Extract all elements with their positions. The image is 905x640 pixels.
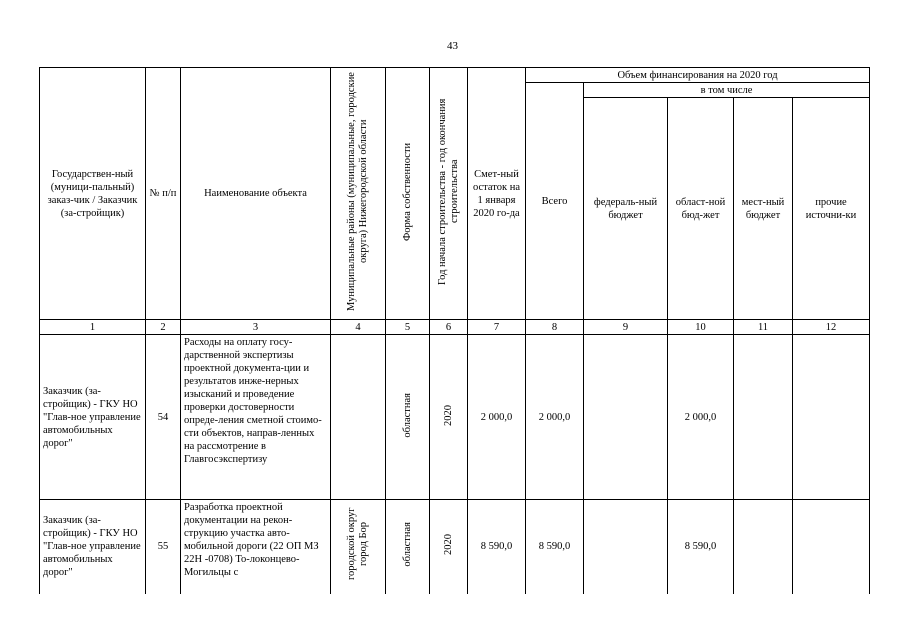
row-ownership bbox=[386, 500, 430, 594]
row-year-text: 2020 bbox=[442, 404, 454, 426]
row-other bbox=[793, 500, 870, 594]
row-district-text: городской округ город Бор bbox=[346, 507, 369, 581]
row-year-text: 2020 bbox=[442, 534, 454, 556]
header-districts bbox=[331, 68, 386, 320]
row-no: 55 bbox=[146, 500, 181, 594]
row-year bbox=[430, 500, 468, 594]
column-number: 2 bbox=[146, 320, 181, 335]
column-number-row bbox=[40, 320, 870, 335]
column-number: 7 bbox=[468, 320, 526, 335]
row-ownership bbox=[386, 335, 430, 500]
header-funding: Объем финансирования на 2020 год bbox=[526, 68, 870, 83]
row-ownership-text: областная bbox=[401, 522, 413, 568]
row-local bbox=[734, 335, 793, 500]
header-districts-text: Муниципальные районы (муниципальные, городские округа) Нижегородской области bbox=[346, 72, 369, 311]
header-including: в том числе bbox=[584, 83, 870, 98]
column-number: 5 bbox=[386, 320, 430, 335]
column-number: 9 bbox=[584, 320, 668, 335]
column-number: 10 bbox=[668, 320, 734, 335]
column-number: 4 bbox=[331, 320, 386, 335]
row-total: 2 000,0 bbox=[526, 335, 584, 500]
row-object: Разработка проектной документации на рекон-струкцию участка авто-мобильной дороги (22 ОП МЗ 22Н -0708) То-локонцево-Могильцы с bbox=[181, 500, 331, 594]
header-local: мест-ный бюджет bbox=[734, 98, 793, 320]
row-district bbox=[331, 335, 386, 500]
header-remaining: Смет-ный остаток на 1 января 2020 го-да bbox=[468, 68, 526, 320]
row-local bbox=[734, 500, 793, 594]
column-number: 3 bbox=[181, 320, 331, 335]
row-federal bbox=[584, 500, 668, 594]
header-regional: област-ной бюд-жет bbox=[668, 98, 734, 320]
header-no: № п/п bbox=[146, 68, 181, 320]
row-district bbox=[331, 500, 386, 594]
header-federal: федераль-ный бюджет bbox=[584, 98, 668, 320]
table-row bbox=[40, 500, 870, 594]
row-total: 8 590,0 bbox=[526, 500, 584, 594]
funding-table bbox=[39, 67, 870, 594]
row-object: Расходы на оплату госу-дарственной экспертизы проектной документа-ции и результатов инже-нерных изысканий и проведение проверки достоверности опреде-ления сметной стоимо-сти объектов, направ-ленных на рассмотрение в Главгосэкспертизу bbox=[181, 335, 331, 500]
header-ownership-text: Форма собственности bbox=[401, 142, 413, 241]
header-years-text: Год начала строительства - год окончания строительства bbox=[436, 98, 460, 285]
header-customer: Государствен-ный (муници-пальный) заказ-чик / Заказчик (за-стройщик) bbox=[40, 68, 146, 320]
row-customer: Заказчик (за-стройщик) - ГКУ НО "Глав-ное управление автомобильных дорог" bbox=[40, 500, 146, 594]
column-number: 1 bbox=[40, 320, 146, 335]
page-number: 43 bbox=[447, 40, 458, 52]
column-number: 8 bbox=[526, 320, 584, 335]
row-remaining: 2 000,0 bbox=[468, 335, 526, 500]
row-remaining: 8 590,0 bbox=[468, 500, 526, 594]
column-number: 12 bbox=[793, 320, 870, 335]
column-number: 6 bbox=[430, 320, 468, 335]
header-ownership bbox=[386, 68, 430, 320]
row-ownership-text: областная bbox=[401, 392, 413, 438]
column-number: 11 bbox=[734, 320, 793, 335]
row-customer: Заказчик (за-стройщик) - ГКУ НО "Глав-ное управление автомобильных дорог" bbox=[40, 335, 146, 500]
header-other: прочие источни-ки bbox=[793, 98, 870, 320]
header-total: Всего bbox=[526, 83, 584, 320]
row-other bbox=[793, 335, 870, 500]
row-year bbox=[430, 335, 468, 500]
table-row bbox=[40, 335, 870, 500]
row-no: 54 bbox=[146, 335, 181, 500]
row-federal bbox=[584, 335, 668, 500]
row-regional: 2 000,0 bbox=[668, 335, 734, 500]
header-object-name: Наименование объекта bbox=[181, 68, 331, 320]
row-regional: 8 590,0 bbox=[668, 500, 734, 594]
header-years bbox=[430, 68, 468, 320]
